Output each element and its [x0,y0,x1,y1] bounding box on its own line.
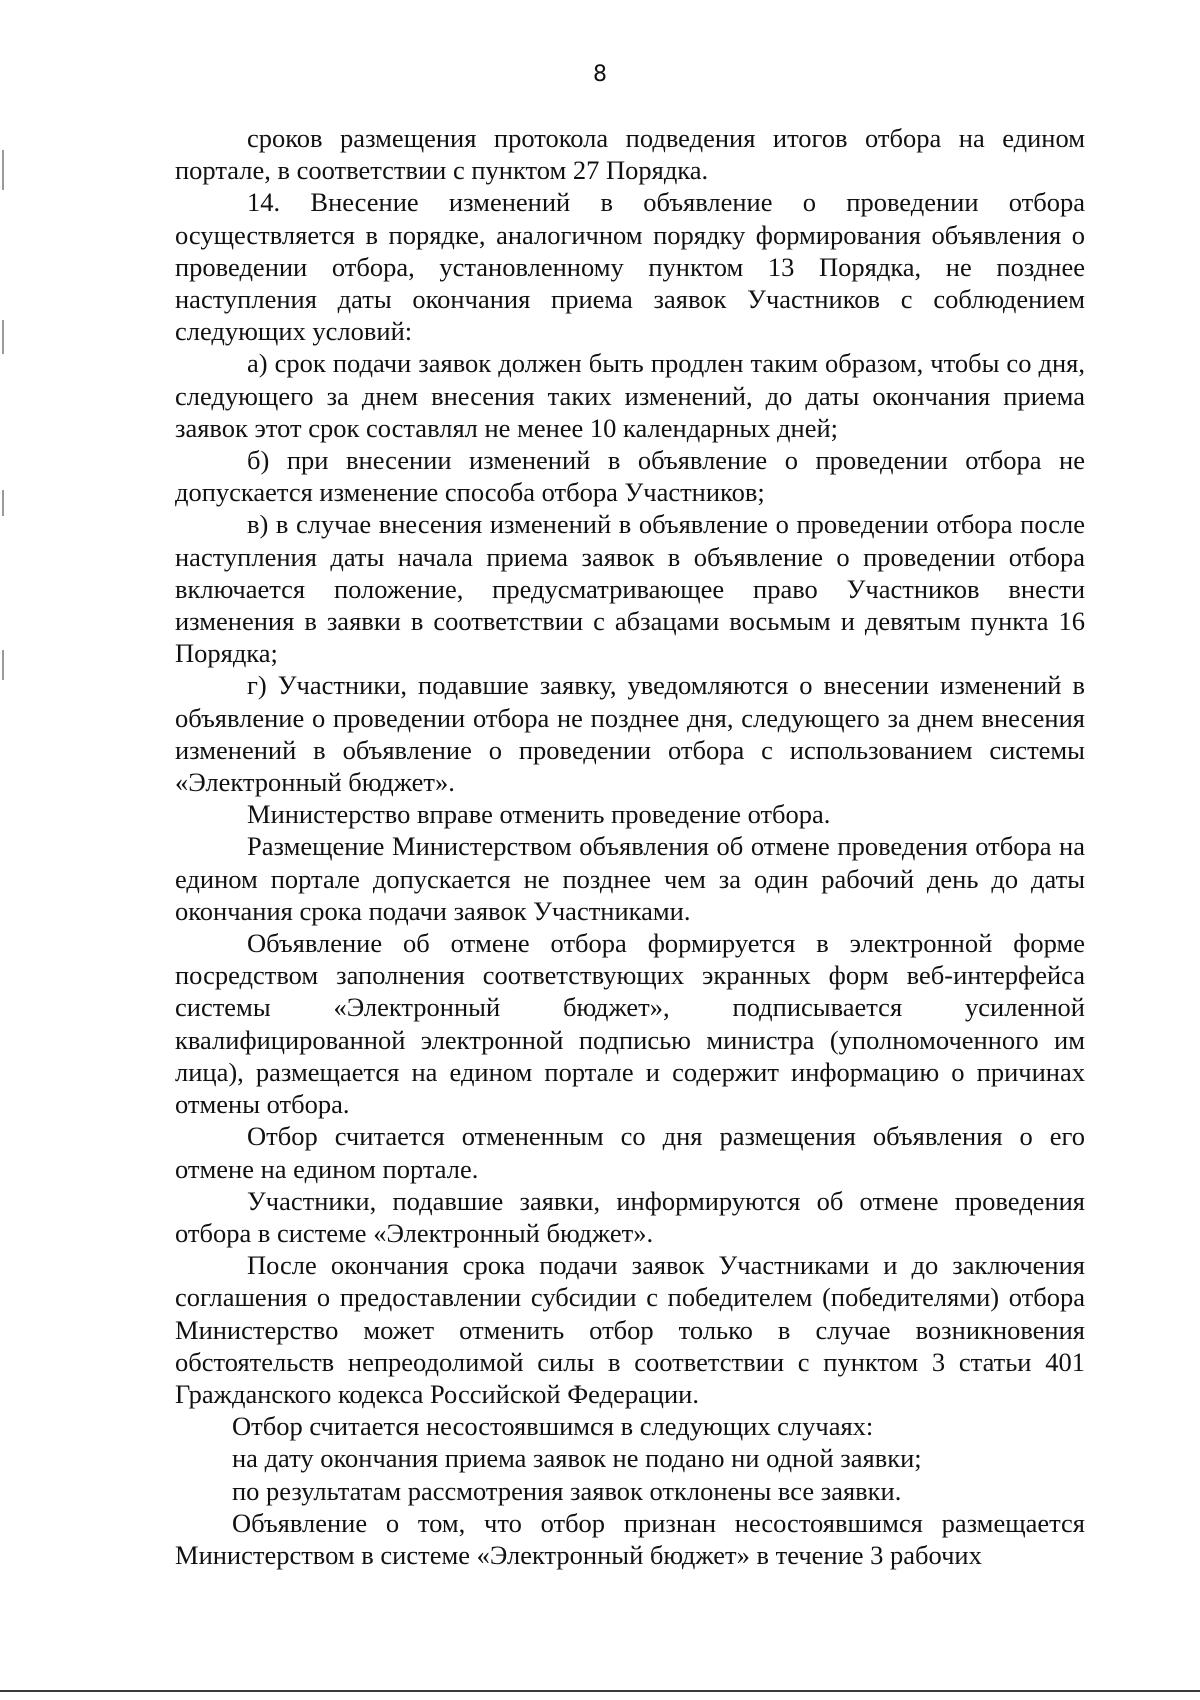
scan-artifact-left [2,650,4,680]
paragraph-continuation: сроков размещения протокола подведения итогов отбора на едином портале, в соответствии с пунктом 27 Порядка. [175,123,1085,186]
paragraph-failed-announcement: Объявление о том, что отбор признан несостоявшимся размещается Министерством в системе «Электронный бюджет» в течение 3 рабочих [175,1507,1085,1570]
document-body [175,122,1085,1571]
paragraph-failed-case-1: на дату окончания приема заявок не подано ни одной заявки; [232,1443,922,1474]
paragraph-condition-g: г) Участники, подавшие заявку, уведомляются о внесении изменений в объявление о проведении отбора не позднее дня, следующего за днем внесения изменений в объявление о проведении отбора с использованием системы «Электронный бюджет». [175,670,1085,798]
paragraph-condition-a: а) срок подачи заявок должен быть продлен таким образом, чтобы со дня, следующего за днем внесения таких изменений, до даты окончания приема заявок этот срок составлял не менее 10 календарных дней; [175,348,1085,443]
paragraph-cancel-notice-placement: Размещение Министерством объявления об отмене проведения отбора на едином портале допускается не позднее чем за один рабочий день до даты окончания срока подачи заявок Участниками. [175,831,1085,926]
paragraph-participants-informed: Участники, подавшие заявки, информируются об отмене проведения отбора в системе «Электронный бюджет». [175,1185,1085,1248]
page-number: 8 [593,62,607,87]
paragraph-item-14: 14. Внесение изменений в объявление о проведении отбора осуществляется в порядке, аналогичном порядку формирования объявления о проведении отбора, установленному пунктом 13 Порядка, не позднее наступления даты окончания приема заявок Участников с соблюдением следующих условий: [175,187,1085,347]
paragraph-ministry-cancel: Министерство вправе отменить проведение отбора. [247,799,831,830]
paragraph-condition-v: в) в случае внесения изменений в объявление о проведении отбора после наступления даты начала приема заявок в объявление о проведении отбора включается положение, предусматривающее право Участников внести изменения в заявки в соответствии с абзацами восьмым и девятым пункта 16 Порядка; [175,509,1085,669]
paragraph-failed-case-2: по результатам рассмотрения заявок отклонены все заявки. [232,1475,902,1506]
scan-artifact-bottom-edge [0,1690,1200,1692]
scan-artifact-left [2,150,4,190]
paragraph-force-majeure: После окончания срока подачи заявок Участниками и до заключения соглашения о предоставлении субсидии с победителем (победителями) отбора Министерство может отменить отбор только в случае возникновения обстоятельств непреодолимой силы в соответствии с пунктом 3 статьи 401 Гражданского кодекса Российской Федерации. [175,1250,1085,1409]
scan-artifact-left [2,320,4,354]
paragraph-failed-selection: Отбор считается несостоявшимся в следующих случаях: [232,1411,874,1442]
scan-artifact-left [2,490,4,516]
paragraph-cancel-notice-form: Объявление об отмене отбора формируется в электронной форме посредством заполнения соответствующих экранных форм веб-интерфейса системы «Электронный бюджет», подписывается усиленной квалифицированной электронной подписью министра (уполномоченного им лица), размещается на едином портале и содержит информацию о причинах отмены отбора. [175,928,1085,1120]
paragraph-cancel-effective: Отбор считается отмененным со дня размещения объявления о его отмене на едином портале. [175,1121,1085,1184]
paragraph-condition-b: б) при внесении изменений в объявление о проведении отбора не допускается изменение способа отбора Участников; [175,445,1085,508]
